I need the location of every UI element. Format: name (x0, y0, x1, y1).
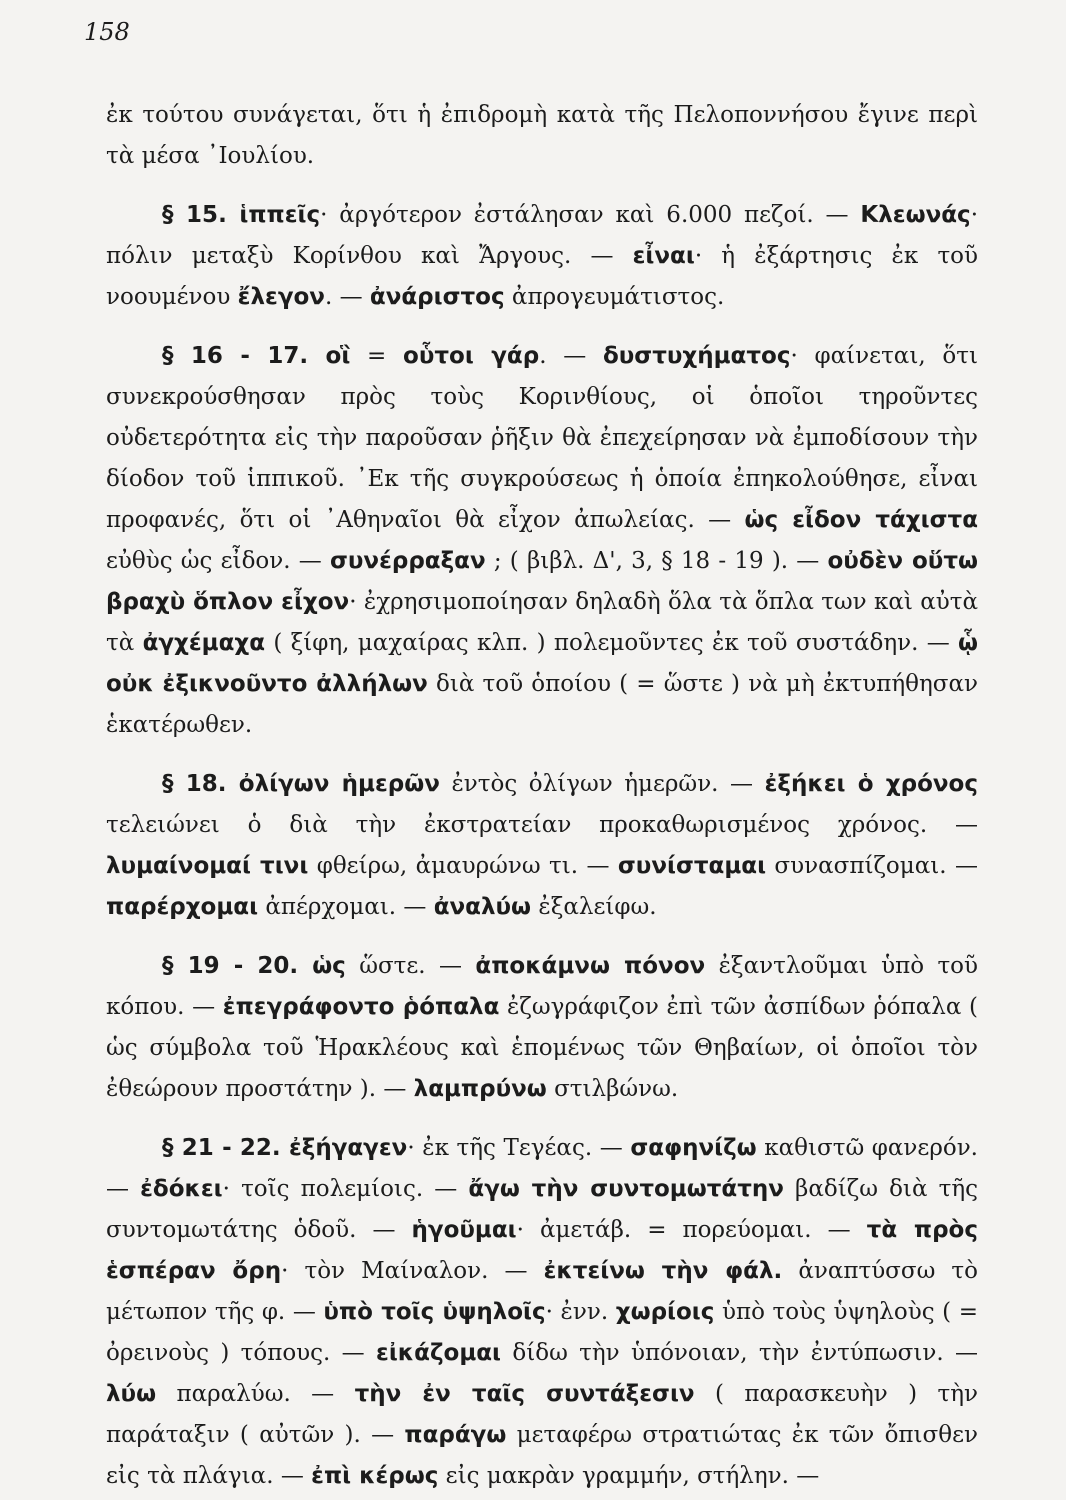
lemma-term: ἐξήγαγεν (288, 1135, 408, 1161)
section-paragraph (106, 1128, 978, 1497)
lemma-term: ὑπὸ τοῖς ὑψηλοῖς (323, 1299, 546, 1325)
gloss-text: · πόλιν μεταξὺ Κορίνθου καὶ Ἄργους. — (106, 202, 979, 269)
lemma-term: ἡγοῦμαι (411, 1217, 517, 1243)
lemma-term: τὴν ἐν ταῖς συντάξεσιν (354, 1381, 695, 1407)
gloss-text: διὰ τοῦ ὁποίου ( = ὥστε ) νὰ μὴ ἐκτυπήθησαν ἑκατέρωθεν. (106, 671, 978, 738)
lemma-term: λύω (106, 1381, 157, 1407)
lemma-term: λυμαίνομαί τινι (106, 853, 309, 879)
lemma-term: Κλεωνάς (860, 202, 971, 228)
lemma-term: ἐξήκει ὁ χρόνος (764, 771, 978, 797)
lemma-term: § 15. (162, 202, 240, 228)
lemma-term: συνέρραξαν (329, 548, 486, 574)
lemma-term: ὡς εἶδον τάχιστα (744, 507, 979, 533)
gloss-text: . — (539, 343, 603, 369)
gloss-text: ὥστε. — (345, 953, 476, 979)
gloss-text: = (350, 343, 404, 369)
lemma-term: εἶναι (632, 243, 695, 269)
gloss-text: ἐντὸς ὀλίγων ἡμερῶν. — (439, 771, 765, 797)
lemma-term: παράγω (404, 1422, 507, 1448)
lemma-term: § 19 - 20. (162, 953, 313, 979)
gloss-text: ἀπέρχομαι. — (258, 894, 434, 920)
gloss-text: παραλύω. — (156, 1381, 355, 1407)
gloss-text: . — (324, 284, 370, 310)
gloss-text: ; ( βιβλ. Δ', 3, § 18 - 19 ). — (485, 548, 828, 574)
lemma-term: παρέρχομαι (106, 894, 259, 920)
lemma-term: ἀνάριστος (369, 284, 505, 310)
lemma-term: συνίσταμαι (617, 853, 767, 879)
section-paragraph (106, 764, 978, 928)
lemma-term: § 18. (162, 771, 239, 797)
gloss-text: εἰς μακρὰν γραμμήν, στήλην. — (438, 1463, 820, 1489)
gloss-text: στιλβώνω. (546, 1076, 679, 1102)
lemma-term: λαμπρύνω (413, 1076, 547, 1102)
commentary-text (106, 95, 978, 1497)
lemma-term: ἔλεγον (237, 284, 325, 310)
lemma-term: χωρίοις (615, 1299, 715, 1325)
gloss-text: ἀναπτύσσω τὸ μέτωπον τῆς φ. — (106, 1258, 978, 1325)
gloss-text: · ἐκ τῆς Τεγέας. — (407, 1135, 631, 1161)
lemma-term: ἱππεῖς (239, 202, 321, 228)
gloss-text: · τὸν Μαίναλον. — (281, 1258, 544, 1284)
gloss-text: ὑπὸ τοὺς ὑψηλοὺς ( = ὀρεινοὺς ) τόπους. — (106, 1299, 978, 1366)
gloss-text: · ἐχρησιμοποίησαν δηλαδὴ ὅλα τὰ ὅπλα των καὶ αὐτὰ τὰ (106, 589, 979, 656)
lemma-term: εἰκάζομαι (376, 1340, 502, 1366)
gloss-text: φθείρω, ἀμαυρώνω τι. — (308, 853, 618, 879)
gloss-text: · τοῖς πολεμίοις. — (222, 1176, 469, 1202)
lemma-term: οὗτοι γάρ (403, 343, 540, 369)
gloss-text: ἐξαντλοῦμαι ὑπὸ τοῦ κόπου. — (106, 953, 979, 1020)
gloss-text: ἐκ τούτου συνάγεται, ὅτι ἡ ἐπιδρομὴ κατὰ τῆς Πελοποννήσου ἔγινε περὶ τὰ μέσα ᾿Ιουλίου. (106, 102, 978, 169)
lemma-term: ἐκτείνω τὴν φάλ. (543, 1258, 783, 1284)
section-paragraph (106, 336, 978, 746)
gloss-text: εὐθὺς ὡς εἶδον. — (106, 548, 330, 574)
gloss-text: βαδίζω διὰ τῆς συντομωτάτης ὁδοῦ. — (106, 1176, 978, 1243)
gloss-text: · φαίνεται, ὅτι συνεκρούσθησαν πρὸς τοὺς Κορινθίους, οἱ ὁποῖοι τηροῦντες οὐδετερότητα εἰς τὴν παροῦσαν ῥῆξιν θὰ ἐπεχείρησαν νὰ ἐμποδίσουν τὴν δίοδον τοῦ ἱππικοῦ. ᾿Εκ τῆς συγκρούσεως ἡ ὁποία ἐπηκολούθησε, εἶναι προφανές, ὅτι οἱ ᾿Αθηναῖοι θὰ εἶχον ἀπωλείας. — (106, 343, 978, 533)
lemma-term: ἀναλύω (433, 894, 532, 920)
gloss-text: ( ξίφη, μαχαίρας κλπ. ) πολεμοῦντες ἐκ τοῦ συστάδην. — (265, 630, 958, 656)
gloss-text: μεταφέρω στρατιώτας ἐκ τῶν ὄπισθεν εἰς τὰ πλάγια. — (106, 1422, 978, 1489)
lemma-term: ὀλίγων ἡμερῶν (238, 771, 440, 797)
lemma-term: ἐπὶ κέρως (311, 1463, 439, 1489)
gloss-text: ἐζωγράφιζον ἐπὶ τῶν ἀσπίδων ῥόπαλα ( ὡς σύμβολα τοῦ Ἡρακλέους καὶ ἑπομένως τῶν Θηβαίων, οἱ ὁποῖοι τὸν ἐθεώρουν προστάτην ). — (106, 994, 978, 1102)
lemma-term: ἀγχέμαχα (142, 630, 266, 656)
lemma-term: ἐδόκει (140, 1176, 223, 1202)
gloss-text: ( παρασκευὴν ) τὴν παράταξιν ( αὐτῶν ). — (106, 1381, 978, 1448)
section-paragraph (106, 946, 978, 1110)
lemma-term: τὰ πρὸς ἑσπέραν ὄρη (106, 1217, 978, 1284)
lemma-term: σαφηνίζω (630, 1135, 757, 1161)
lemma-term: ᾧ οὐκ ἐξικνοῦντο ἀλλήλων (106, 630, 978, 697)
lemma-term: οἳ (325, 343, 351, 369)
gloss-text: δίδω τὴν ὑπόνοιαν, τὴν ἐντύπωσιν. — (501, 1340, 979, 1366)
gloss-text: καθιστῶ φανερόν. — (106, 1135, 978, 1202)
continuation-paragraph (106, 95, 978, 177)
gloss-text: · ἀμετάβ. = πορεύομαι. — (516, 1217, 867, 1243)
lemma-term: ἐπεγράφοντο ῥόπαλα (222, 994, 500, 1020)
gloss-text: συνασπίζομαι. — (766, 853, 978, 879)
lemma-term: οὐδὲν οὕτω βραχὺ ὅπλον εἶχον (106, 548, 978, 615)
lemma-term: ὡς (312, 953, 346, 979)
gloss-text: · ἐνν. (545, 1299, 616, 1325)
gloss-text: τελειώνει ὁ διὰ τὴν ἐκστρατείαν προκαθωρισμένος χρόνος. — (106, 812, 978, 838)
lemma-term: δυστυχήματος (602, 343, 791, 369)
lemma-term: § 16 - 17. (162, 343, 326, 369)
lemma-term: ἀποκάμνω πόνον (475, 953, 706, 979)
gloss-text: · ἡ ἐξάρτησις ἐκ τοῦ νοουμένου (106, 243, 978, 310)
gloss-text: · ἀργότερον ἐστάλησαν καὶ 6.000 πεζοί. — (320, 202, 861, 228)
section-paragraph (106, 195, 978, 318)
lemma-term: ἄγω τὴν συντομωτάτην (468, 1176, 784, 1202)
gloss-text: ἀπρογευμάτιστος. (504, 284, 725, 310)
gloss-text: ἐξαλείφω. (531, 894, 657, 920)
page-number: 158 (84, 18, 130, 46)
lemma-term: § 21 - 22. (162, 1135, 289, 1161)
